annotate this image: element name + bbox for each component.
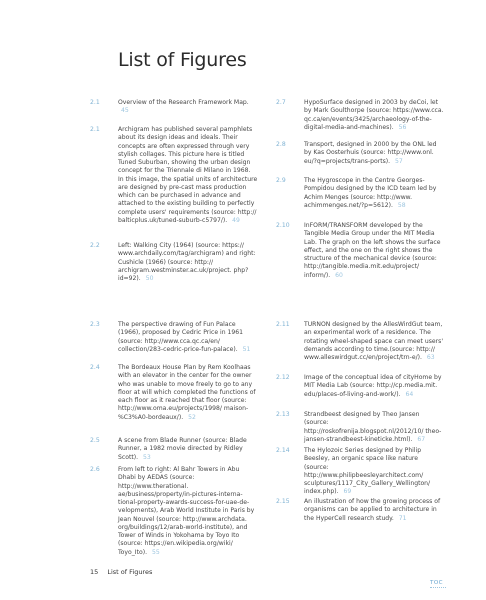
figure-page: 64 — [405, 390, 414, 398]
list-item[interactable] — [90, 437, 258, 462]
figure-number: 2.15 — [276, 498, 290, 505]
figure-caption: An illustration of how the growing process of organisms can be applied to architecture in the HyperCell research study. — [304, 498, 441, 522]
figure-number: 2.8 — [276, 141, 286, 148]
figure-caption: Overview of the Research Framework Map. — [118, 99, 249, 106]
figure-caption: Left: Walking City (1964) (source: https:// www.archdaily.com/tag/archigram) and right: Cushicle (1966) (source: http:// archigram.westminster.ac.uk/project. php?id=92). — [118, 242, 256, 282]
figure-number: 2.1 — [90, 99, 100, 106]
list-item[interactable] — [276, 321, 444, 362]
figure-page: 69 — [343, 488, 352, 496]
list-item[interactable] — [90, 99, 258, 116]
figure-page: 63 — [426, 354, 435, 361]
list-item[interactable] — [276, 447, 444, 497]
list-item[interactable] — [276, 374, 444, 399]
figure-page: 49 — [232, 216, 240, 224]
figure-number: 2.12 — [276, 374, 290, 381]
figure-number: 2.2 — [90, 242, 100, 249]
figure-caption: InFORM/TRANSFORM developed by the Tangible Media Group under the MIT Media Lab. The graph on the left shows the surface effect, and the one on the right shows the structure of the mechanical device (source: http://tangible.media.mit.edu/project/ inform/). — [304, 222, 441, 279]
figure-page: 71 — [398, 514, 407, 522]
figure-number: 2.9 — [276, 177, 286, 184]
figure-number: 2.3 — [90, 321, 100, 328]
figure-number: 2.5 — [90, 437, 100, 444]
figure-page: 57 — [395, 157, 403, 165]
figure-caption: From left to right: Al Bahr Towers in Abu Dhabi by AEDAS (source: http://www.therational. ae/business/property/in-pictures-interna- tional-property-awards-success-for-uae-de- velopments), Arab World Institute in Paris by Jean Nouvel (source: http://www.archdata. org/buildings/12/arab-world-institute), and Tower of Winds in Yokohama by Toyo Ito (source: https://en.wikipedia.org/wiki/ Toyo_Ito). — [118, 466, 255, 556]
page-title: List of Figures — [118, 49, 247, 71]
figure-page: 53 — [142, 453, 151, 461]
figure-number: 2.14 — [276, 447, 290, 454]
list-item[interactable] — [276, 498, 444, 523]
figure-caption: HypoSurface designed in 2003 by deCoi, let by Mark Goulthorpe (source: https://www.cca. qc.ca/en/events/3425/archaeology-of-the- digital-media-and-machines). — [304, 99, 444, 131]
figure-number: 2.11 — [276, 321, 290, 328]
list-item[interactable] — [90, 126, 258, 225]
figure-number: 2.7 — [276, 99, 286, 106]
list-item[interactable] — [276, 177, 444, 210]
figure-page: 45 — [121, 107, 129, 115]
figure-page: 50 — [145, 275, 154, 282]
figure-caption: Strandbeest designed by Theo Jansen (source: http://roskofrenija.blogspot.nl/2012/10/ theo-jansen-strandbeest-kineticke.html). — [304, 411, 442, 443]
figure-number: 2.4 — [90, 364, 100, 371]
list-item[interactable] — [276, 411, 444, 444]
figure-page: 55 — [151, 548, 160, 556]
list-item[interactable] — [276, 222, 444, 280]
toc-link[interactable]: TOC — [430, 580, 443, 586]
figure-page: 67 — [417, 435, 426, 443]
list-item[interactable] — [276, 141, 444, 166]
page-footer — [90, 568, 152, 576]
figure-page: 58 — [397, 201, 406, 209]
figure-caption: A scene from Blade Runner (source: Blade Runner, a 1982 movie directed by Ridley Scott). — [118, 437, 247, 461]
figure-page: 60 — [335, 271, 343, 279]
figure-caption: The Bordeaux House Plan by Rem Koolhaas with an elevator in the center for the owner who was unable to move freely to go to any floor at will which completed the functions of each floor as it reached that floor (source: http://www.oma.eu/projects/1998/ maison-%C3%A0-bordeaux/). — [118, 364, 256, 421]
footer-section-title: List of Figures — [107, 568, 153, 576]
figure-caption: Archigram has published several pamphlets about its design ideas and ideals. Their concepts are often expressed through very stylish collages. This picture here is titled Tuned Suburban, showing the urban design concept for the Triennale di Milano in 1968. In this image, the spatial units of architecture are designed by pre-cast mass production which can be purchased in advance and attached to the existing building to perfectly complete users' requirements (source: http:// balticplus.uk/tuned-suburb-c5797/). — [118, 126, 258, 224]
figure-caption: The Hygroscope in the Centre Georges-Pompidou designed by the ICD team led by Achim Menges (source: http://www. achimmenges.net/?p=5612). — [304, 177, 437, 209]
figure-page: 51 — [242, 345, 251, 353]
figure-number: 2.6 — [90, 466, 100, 473]
figure-caption: TURNON designed by the AllesWirdGut team, an experimental work of a residence. The rotating wheel-shaped space can meet users' demands according to time.(source: http:// www.alleswirdgut.cc/en/project/trn-e/). — [304, 321, 444, 361]
figure-number: 2.13 — [276, 411, 290, 418]
figure-number: 2.10 — [276, 222, 290, 229]
figure-caption: The Hylozoic Series designed by Philip Beesley, an organic space like nature (source: http://www.philipbeesleyarchitect.com/ sculptures/1117_City_Gallery_Wellington/ index.php). — [304, 447, 431, 496]
list-item[interactable] — [90, 364, 258, 422]
figure-caption: Image of the conceptual idea of cityHome by MIT Media Lab (source: http://cp.media.mit. edu/places-of-living-and-work/). — [304, 374, 442, 398]
footer-page-number: 15 — [90, 568, 99, 576]
figure-number: 2.1 — [90, 126, 100, 133]
figure-page: 56 — [398, 123, 407, 131]
figure-page: 52 — [188, 413, 196, 421]
list-item[interactable] — [276, 99, 444, 132]
list-item[interactable] — [90, 242, 258, 283]
toc-divider — [430, 587, 446, 589]
list-item[interactable] — [90, 466, 258, 557]
figure-caption: The perspective drawing of Fun Palace (1966), proposed by Cedric Price in 1961 (source: http://www.cca.qc.ca/en/ collection/283-cedric-price-fun-palace). — [118, 321, 244, 353]
list-item[interactable] — [90, 321, 258, 354]
figure-caption: Transport, designed in 2000 by the ONL led by Kas Oosterhuis (source: http://www.onl. eu/?q=projects/trans-ports). — [304, 141, 437, 165]
